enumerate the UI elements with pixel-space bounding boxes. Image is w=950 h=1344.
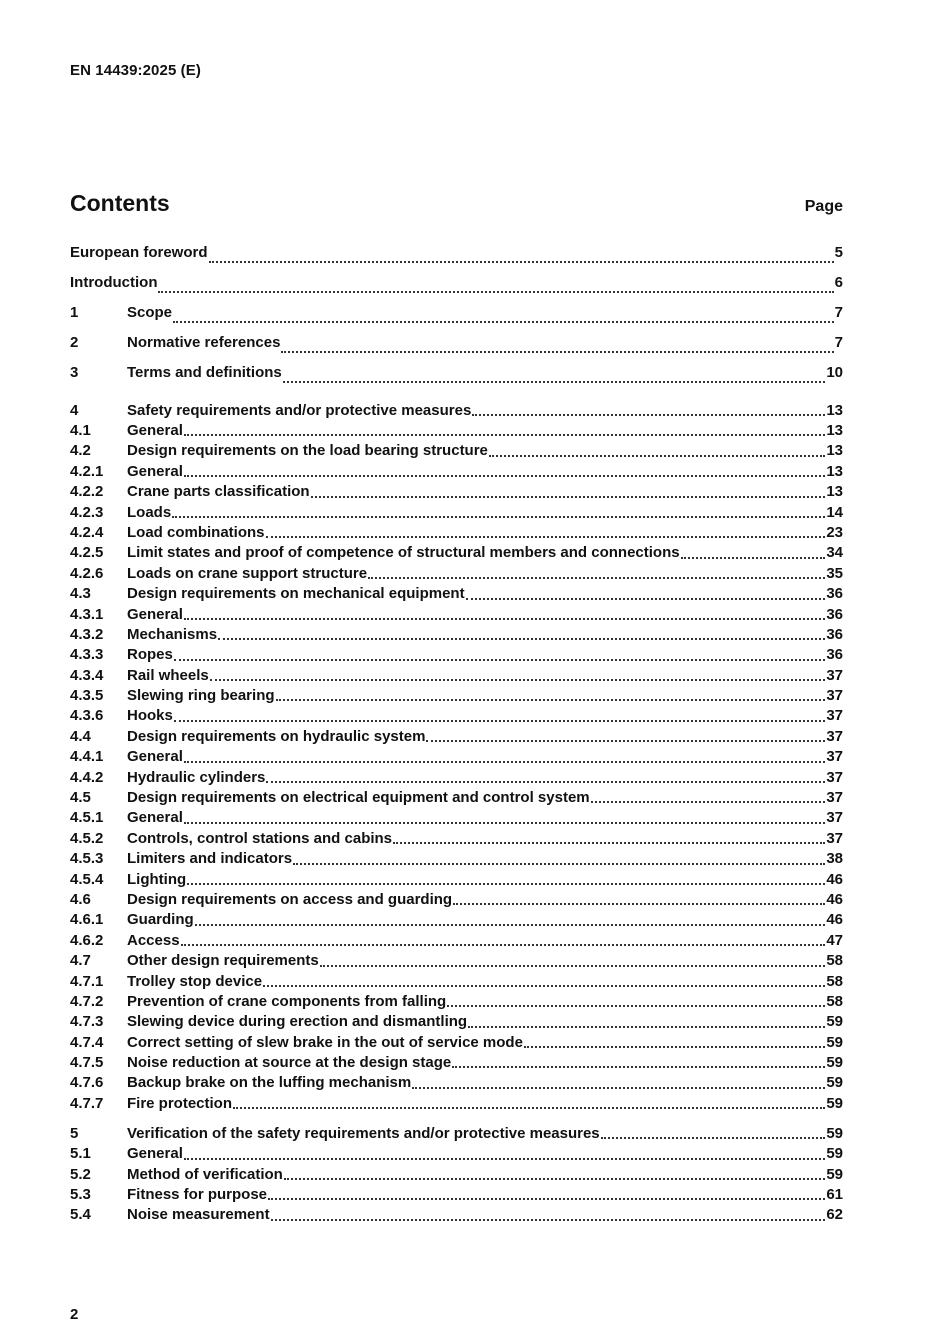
toc-entry-number: 5 [70, 1124, 79, 1142]
toc-entry-number: 4.2.3 [70, 503, 104, 521]
toc-entry-number: 4.2.1 [70, 462, 104, 480]
toc-entry-page[interactable]: 59 [826, 1094, 843, 1112]
toc-entry-title[interactable]: Noise measurement [127, 1206, 270, 1224]
toc-entry-title[interactable]: Hydraulic cylinders [127, 768, 266, 786]
toc-entry-page[interactable]: 6 [834, 274, 843, 291]
toc-entry-page[interactable]: 36 [826, 646, 843, 664]
toc-entry-page[interactable]: 37 [826, 687, 843, 705]
toc-entry-page[interactable]: 46 [826, 890, 843, 908]
toc-entry-title[interactable]: Hooks [127, 707, 173, 725]
toc-entry-page[interactable]: 7 [834, 304, 843, 321]
dot-leader [293, 863, 825, 865]
toc-entry-title[interactable]: Guarding [127, 911, 194, 929]
toc-entry-page[interactable]: 37 [826, 768, 843, 786]
contents-heading-row [70, 190, 843, 217]
toc-entry[interactable] [70, 1033, 843, 1053]
dot-leader [209, 261, 834, 263]
toc-entry-number: 4.7.2 [70, 992, 104, 1010]
toc-entry-page[interactable]: 34 [826, 544, 843, 562]
toc-entry[interactable] [70, 992, 843, 1012]
toc-entry-title[interactable]: Fire protection [127, 1094, 233, 1112]
dot-leader [210, 679, 826, 681]
dot-leader [184, 1158, 825, 1160]
toc-entry-page[interactable]: 36 [826, 585, 843, 603]
toc-entry[interactable] [70, 605, 843, 625]
toc-entry-number: 4.3.2 [70, 625, 104, 643]
dot-leader [181, 944, 826, 946]
toc-entry-page[interactable]: 10 [826, 364, 843, 381]
toc-entry[interactable] [70, 686, 843, 706]
toc-entry[interactable] [70, 482, 843, 502]
toc-entry-page[interactable]: 37 [826, 829, 843, 847]
toc-entry-page[interactable]: 59 [826, 1124, 843, 1142]
toc-entry[interactable] [70, 441, 843, 461]
toc-entry-page[interactable]: 13 [826, 442, 843, 460]
toc-entry[interactable] [70, 1012, 843, 1032]
dot-leader [283, 381, 826, 383]
dot-leader [368, 577, 825, 579]
toc-entry-title[interactable]: Verification of the safety requirements and/or protective measures [127, 1124, 600, 1142]
dot-leader [266, 781, 825, 783]
toc-entry-number: 4 [70, 401, 79, 419]
toc-entry[interactable] [70, 1144, 843, 1164]
toc-entry-number: 4.1 [70, 421, 91, 439]
toc-entry-number: 4.7.3 [70, 1013, 104, 1031]
toc-entry-page[interactable]: 58 [826, 952, 843, 970]
dot-leader [266, 536, 826, 538]
toc-entry-title[interactable]: Trolley stop device [127, 972, 263, 990]
dot-leader [187, 883, 825, 885]
dot-leader [158, 291, 833, 293]
toc-entry-title[interactable]: General [127, 605, 183, 623]
toc-entry[interactable] [70, 849, 843, 869]
toc-entry-number: 4.7.6 [70, 1074, 104, 1092]
toc-entry-title[interactable]: General [127, 748, 183, 766]
toc-entry[interactable] [70, 1205, 843, 1225]
toc-entry-title[interactable]: Design requirements on the load bearing structure [127, 442, 488, 460]
toc-entry-number: 4.3.6 [70, 707, 104, 725]
toc-entry-title[interactable]: Introduction [70, 274, 158, 291]
toc-entry-number: 4.7.5 [70, 1054, 104, 1072]
toc-entry-page[interactable]: 37 [826, 789, 843, 807]
toc-entry-title[interactable]: Access [127, 931, 180, 949]
table-of-contents [70, 241, 843, 1226]
toc-entry-number: 4.7.7 [70, 1094, 104, 1112]
dot-leader [681, 557, 826, 559]
dot-leader [268, 1198, 825, 1200]
toc-entry-title[interactable]: Lighting [127, 870, 187, 888]
toc-entry-page[interactable]: 59 [826, 1033, 843, 1051]
toc-entry-title[interactable]: Slewing ring bearing [127, 687, 275, 705]
toc-entry-title[interactable]: Other design requirements [127, 952, 319, 970]
toc-entry-number: 4.7.1 [70, 972, 104, 990]
toc-entry-number: 4.4.1 [70, 748, 104, 766]
document-id: EN 14439:2025 (E) [70, 62, 201, 79]
toc-entry-page[interactable]: 59 [826, 1013, 843, 1031]
toc-entry[interactable] [70, 666, 843, 686]
toc-entry-number: 4.7.4 [70, 1033, 104, 1051]
toc-entry-number: 4.2.5 [70, 544, 104, 562]
dot-leader [218, 638, 825, 640]
toc-entry[interactable] [70, 788, 843, 808]
toc-entry-number: 4.6 [70, 890, 91, 908]
toc-entry-title[interactable]: Method of verification [127, 1165, 283, 1183]
toc-entry[interactable] [70, 1124, 843, 1144]
toc-entry-title[interactable]: Noise reduction at source at the design stage [127, 1054, 452, 1072]
toc-entry-page[interactable]: 58 [826, 992, 843, 1010]
toc-entry-title[interactable]: General [127, 421, 183, 439]
dot-leader [263, 985, 825, 987]
dot-leader [184, 618, 825, 620]
toc-entry-number: 4.5 [70, 789, 91, 807]
dot-leader [174, 720, 825, 722]
toc-entry-page[interactable]: 61 [826, 1186, 843, 1204]
toc-entry-page[interactable]: 13 [826, 483, 843, 501]
toc-entry[interactable] [70, 768, 843, 788]
toc-entry-page[interactable]: 59 [826, 1145, 843, 1163]
toc-entry-title[interactable]: Limit states and proof of competence of structural members and connections [127, 544, 680, 562]
toc-entry[interactable] [70, 1053, 843, 1073]
toc-entry-title[interactable]: Normative references [127, 334, 281, 351]
dot-leader [468, 1026, 825, 1028]
toc-entry-page[interactable]: 37 [826, 666, 843, 684]
page-column-label: Page [804, 198, 843, 215]
dot-leader [311, 496, 826, 498]
toc-entry-page[interactable]: 46 [826, 870, 843, 888]
dot-leader [412, 1087, 825, 1089]
toc-entry-title[interactable]: European foreword [70, 244, 208, 261]
toc-entry-page[interactable]: 35 [826, 564, 843, 582]
toc-entry-number: 5.2 [70, 1165, 91, 1183]
toc-entry[interactable] [70, 890, 843, 910]
toc-entry[interactable] [70, 401, 843, 421]
toc-entry[interactable] [70, 421, 843, 441]
toc-entry-title[interactable]: General [127, 809, 183, 827]
dot-leader [174, 659, 825, 661]
contents-title: Contents [70, 190, 170, 216]
toc-entry-title[interactable]: Prevention of crane components from falling [127, 992, 447, 1010]
toc-entry-number: 4.2 [70, 442, 91, 460]
toc-entry-number: 5.3 [70, 1186, 91, 1204]
toc-entry-page[interactable]: 46 [826, 911, 843, 929]
toc-entry-page[interactable]: 58 [826, 972, 843, 990]
toc-entry[interactable] [70, 972, 843, 992]
toc-entry-page[interactable]: 5 [834, 244, 843, 261]
toc-entry-number: 4.7 [70, 952, 91, 970]
toc-entry-title[interactable]: Mechanisms [127, 625, 218, 643]
toc-entry-number: 2 [70, 334, 79, 351]
toc-entry-number: 4.3.4 [70, 666, 104, 684]
toc-entry[interactable] [70, 1094, 843, 1114]
toc-entry-page[interactable]: 37 [826, 748, 843, 766]
toc-entry-page[interactable]: 37 [826, 707, 843, 725]
dot-leader [184, 822, 825, 824]
toc-entry-number: 4.3.1 [70, 605, 104, 623]
toc-entry-page[interactable]: 14 [826, 503, 843, 521]
toc-entry-number: 4.5.4 [70, 870, 104, 888]
toc-entry-page[interactable]: 59 [826, 1165, 843, 1183]
toc-entry-number: 4.6.2 [70, 931, 104, 949]
toc-entry[interactable] [70, 584, 843, 604]
toc-entry[interactable] [70, 706, 843, 726]
dot-leader [393, 842, 825, 844]
toc-entry-number: 3 [70, 364, 79, 381]
toc-entry-page[interactable]: 37 [826, 809, 843, 827]
toc-entry-number: 4.4 [70, 727, 91, 745]
toc-entry-page[interactable]: 37 [826, 727, 843, 745]
toc-entry-page[interactable]: 62 [826, 1206, 843, 1224]
toc-entry-title[interactable]: Crane parts classification [127, 483, 310, 501]
toc-entry-number: 4.3.3 [70, 646, 104, 664]
toc-entry-title[interactable]: General [127, 1145, 183, 1163]
toc-entry-title[interactable]: Design requirements on electrical equipment and control system [127, 789, 590, 807]
toc-entry-title[interactable]: Safety requirements and/or protective measures [127, 401, 472, 419]
dot-leader [452, 1066, 825, 1068]
dot-leader [271, 1219, 826, 1221]
toc-entry[interactable] [70, 727, 843, 747]
toc-entry-title[interactable]: Backup brake on the luffing mechanism [127, 1074, 412, 1092]
toc-entry-number: 4.2.6 [70, 564, 104, 582]
dot-leader [281, 351, 833, 353]
toc-entry-number: 5.1 [70, 1145, 91, 1163]
toc-entry-title[interactable]: Ropes [127, 646, 173, 664]
toc-entry-page[interactable]: 36 [826, 605, 843, 623]
dot-leader [184, 761, 825, 763]
toc-entry-page[interactable]: 36 [826, 625, 843, 643]
toc-entry-title[interactable]: General [127, 462, 183, 480]
toc-entry[interactable] [70, 1185, 843, 1205]
toc-entry-title[interactable]: Controls, control stations and cabins [127, 829, 393, 847]
toc-entry-title[interactable]: Correct setting of slew brake in the out of service mode [127, 1033, 523, 1051]
dot-leader [447, 1005, 825, 1007]
toc-entry[interactable] [70, 543, 843, 563]
toc-entry[interactable] [70, 241, 843, 271]
toc-entry-page[interactable]: 13 [826, 401, 843, 419]
toc-entry-page[interactable]: 23 [826, 523, 843, 541]
toc-entry[interactable] [70, 361, 843, 391]
toc-entry-number: 4.5.3 [70, 850, 104, 868]
toc-entry-title[interactable]: Fitness for purpose [127, 1186, 268, 1204]
toc-entry-number: 4.6.1 [70, 911, 104, 929]
toc-entry[interactable] [70, 645, 843, 665]
dot-leader [466, 598, 826, 600]
dot-leader [184, 434, 825, 436]
dot-leader [591, 801, 826, 803]
toc-entry-number: 4.4.2 [70, 768, 104, 786]
toc-entry-page[interactable]: 7 [834, 334, 843, 351]
toc-entry-title[interactable]: Design requirements on hydraulic system [127, 727, 426, 745]
toc-entry-title[interactable]: Loads [127, 503, 172, 521]
toc-entry-number: 4.2.4 [70, 523, 104, 541]
toc-entry[interactable] [70, 910, 843, 930]
toc-entry-title[interactable]: Design requirements on access and guarding [127, 890, 453, 908]
dot-leader [489, 455, 825, 457]
toc-entry-number: 4.5.1 [70, 809, 104, 827]
toc-entry[interactable] [70, 523, 843, 543]
dot-leader [524, 1046, 825, 1048]
dot-leader [233, 1107, 825, 1109]
toc-entry[interactable] [70, 808, 843, 828]
toc-entry-title[interactable]: Rail wheels [127, 666, 209, 684]
toc-entry-number: 4.5.2 [70, 829, 104, 847]
toc-entry-title[interactable]: Design requirements on mechanical equipment [127, 585, 465, 603]
dot-leader [195, 924, 826, 926]
toc-entry-number: 4.3.5 [70, 687, 104, 705]
page-number: 2 [70, 1306, 79, 1323]
toc-entry-title[interactable]: Slewing device during erection and dismantling [127, 1013, 468, 1031]
toc-entry-number: 5.4 [70, 1206, 91, 1224]
toc-entry[interactable] [70, 625, 843, 645]
toc-entry[interactable] [70, 564, 843, 584]
dot-leader [276, 699, 826, 701]
dot-leader [601, 1137, 826, 1139]
dot-leader [173, 321, 834, 323]
toc-entry[interactable] [70, 301, 843, 331]
toc-entry-page[interactable]: 38 [826, 850, 843, 868]
toc-entry-page[interactable]: 13 [826, 462, 843, 480]
toc-entry[interactable] [70, 829, 843, 849]
toc-entry-title[interactable]: Scope [127, 304, 173, 321]
toc-entry[interactable] [70, 331, 843, 361]
toc-entry-page[interactable]: 59 [826, 1054, 843, 1072]
toc-entry[interactable] [70, 951, 843, 971]
dot-leader [184, 475, 825, 477]
dot-leader [453, 903, 825, 905]
toc-entry[interactable] [70, 931, 843, 951]
toc-entry[interactable] [70, 271, 843, 301]
dot-leader [172, 516, 825, 518]
toc-entry-number: 1 [70, 304, 79, 321]
dot-leader [426, 740, 825, 742]
toc-entry[interactable] [70, 1165, 843, 1185]
toc-entry[interactable] [70, 747, 843, 767]
dot-leader [320, 965, 826, 967]
toc-entry-page[interactable]: 59 [826, 1074, 843, 1092]
toc-entry[interactable] [70, 503, 843, 523]
toc-entry[interactable] [70, 462, 843, 482]
toc-entry-number: 4.2.2 [70, 483, 104, 501]
toc-entry[interactable] [70, 870, 843, 890]
toc-entry-title[interactable]: Limiters and indicators [127, 850, 293, 868]
dot-leader [472, 414, 825, 416]
toc-entry-title[interactable]: Load combinations [127, 523, 265, 541]
toc-entry-page[interactable]: 13 [826, 421, 843, 439]
toc-entry-title[interactable]: Terms and definitions [127, 364, 282, 381]
toc-entry-title[interactable]: Loads on crane support structure [127, 564, 368, 582]
toc-entry-number: 4.3 [70, 585, 91, 603]
toc-entry-page[interactable]: 47 [826, 931, 843, 949]
toc-entry[interactable] [70, 1073, 843, 1093]
dot-leader [284, 1178, 825, 1180]
